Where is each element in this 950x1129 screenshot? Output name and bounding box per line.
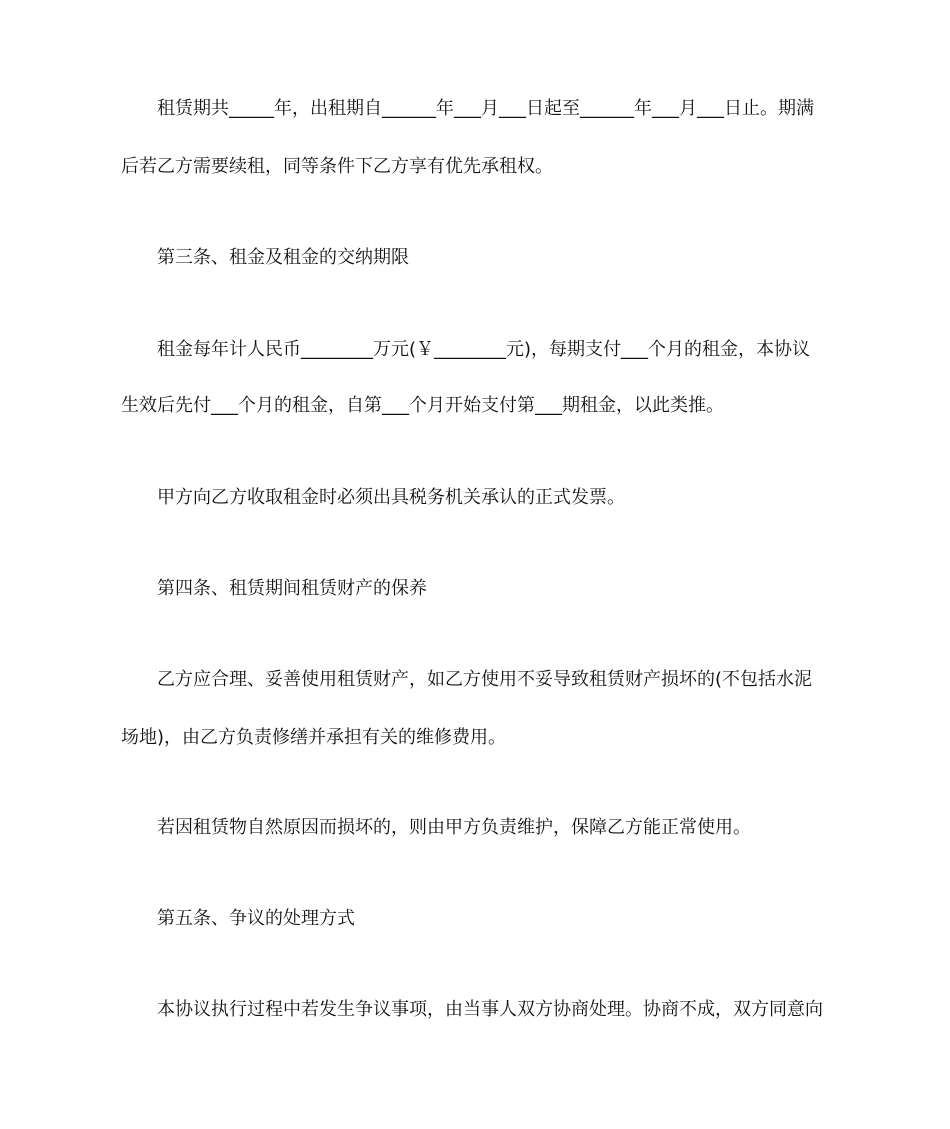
article-5-heading: 第五条、争议的处理方式 — [157, 908, 355, 929]
article-3-heading: 第三条、租金及租金的交纳期限 — [157, 247, 409, 268]
dispute-paragraph-line-1: 本协议执行过程中若发生争议事项，由当事人双方协商处理。协商不成，双方同意向 — [157, 999, 823, 1020]
natural-damage-paragraph: 若因租赁物自然原因而损坏的，则由甲方负责维护，保障乙方能正常使用。 — [157, 817, 751, 838]
article-4-heading: 第四条、租赁期间租赁财产的保养 — [157, 578, 427, 599]
invoice-paragraph: 甲方向乙方收取租金时必须出具税务机关承认的正式发票。 — [157, 487, 625, 508]
lease-term-line-2: 后若乙方需要续租，同等条件下乙方享有优先承租权。 — [121, 156, 553, 177]
rent-payment-line-1: 租金每年计人民币________万元(￥________元)，每期支付___个月的租金，本协议 — [157, 339, 811, 360]
lease-term-line-1: 租赁期共_____年，出租期自______年___月___日起至______年___月___日止。期满 — [157, 98, 814, 119]
rent-payment-line-2: 生效后先付___个月的租金，自第___个月开始支付第___期租金，以此类推。 — [121, 395, 724, 416]
maintenance-line-2: 场地)，由乙方负责修缮并承担有关的维修费用。 — [121, 727, 507, 748]
maintenance-line-1: 乙方应合理、妥善使用租赁财产，如乙方使用不妥导致租赁财产损坏的(不包括水泥 — [157, 669, 813, 690]
